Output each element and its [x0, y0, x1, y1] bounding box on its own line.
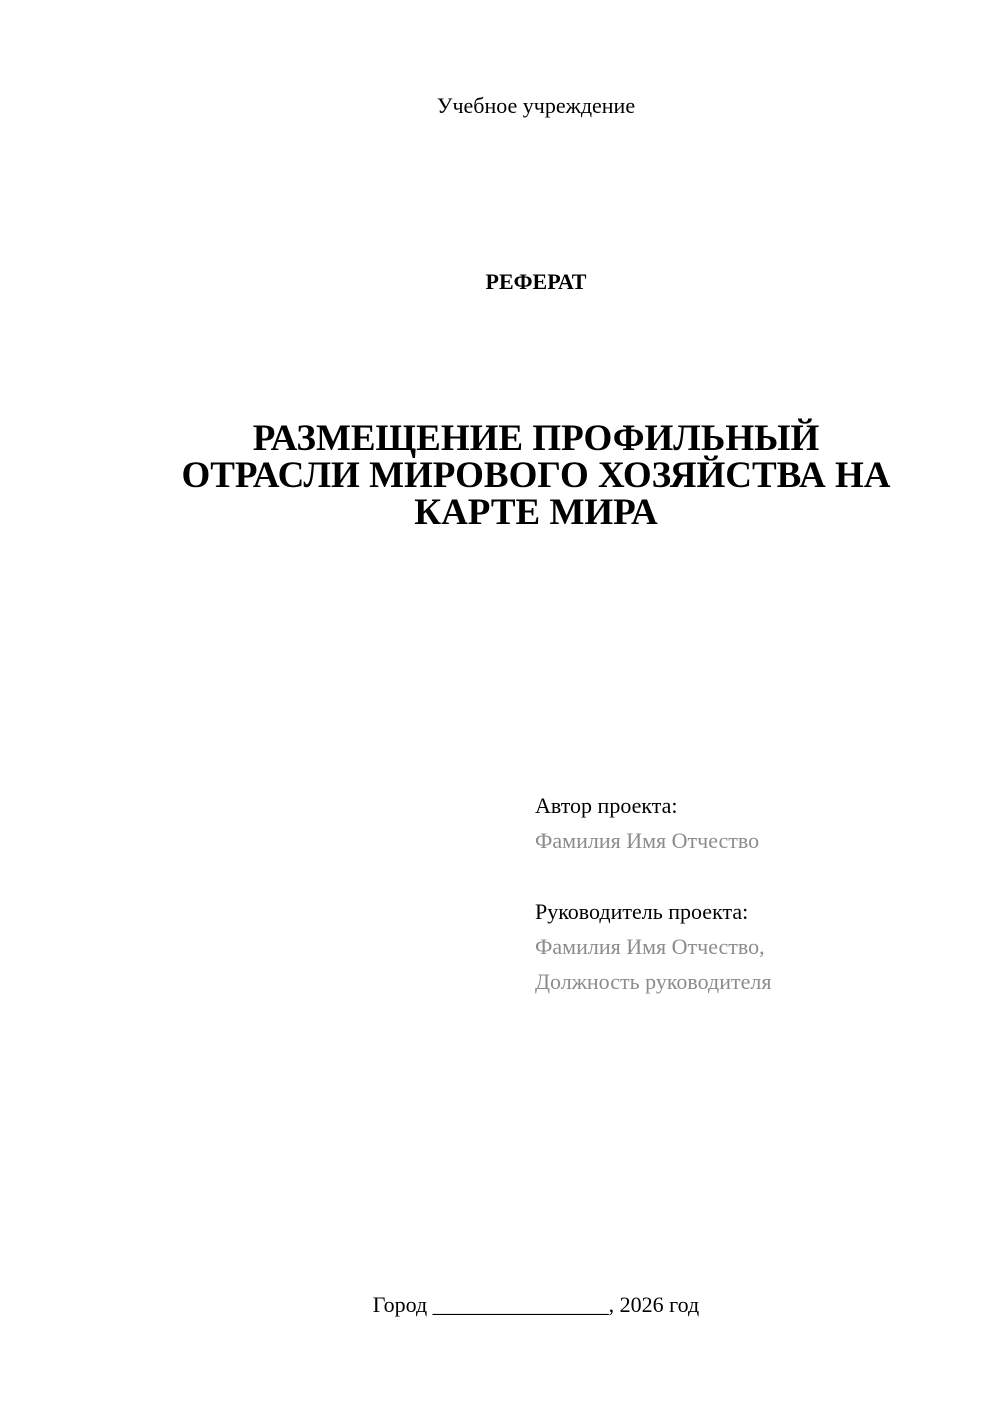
institution-name: Учебное учреждение [436, 93, 636, 118]
title-line: КАРТЕ МИРА [414, 492, 658, 533]
supervisor-position-placeholder: Должность руководителя [535, 969, 772, 994]
supervisor-label: Руководитель проекта: [535, 899, 749, 924]
document-title [0, 420, 1000, 531]
city-year-line: Город ________________, 2026 год [372, 1292, 700, 1317]
project-info-block [535, 788, 975, 999]
title-line: ОТРАСЛИ МИРОВОГО ХОЗЯЙСТВА НА [181, 455, 891, 496]
author-name-placeholder: Фамилия Имя Отчество [535, 828, 760, 853]
document-type: РЕФЕРАТ [485, 269, 587, 294]
supervisor-name-placeholder: Фамилия Имя Отчество, [535, 934, 765, 959]
spacer [535, 858, 975, 894]
author-label: Автор проекта: [535, 793, 678, 818]
title-line: РАЗМЕЩЕНИЕ ПРОФИЛЬНЫЙ [252, 418, 820, 459]
